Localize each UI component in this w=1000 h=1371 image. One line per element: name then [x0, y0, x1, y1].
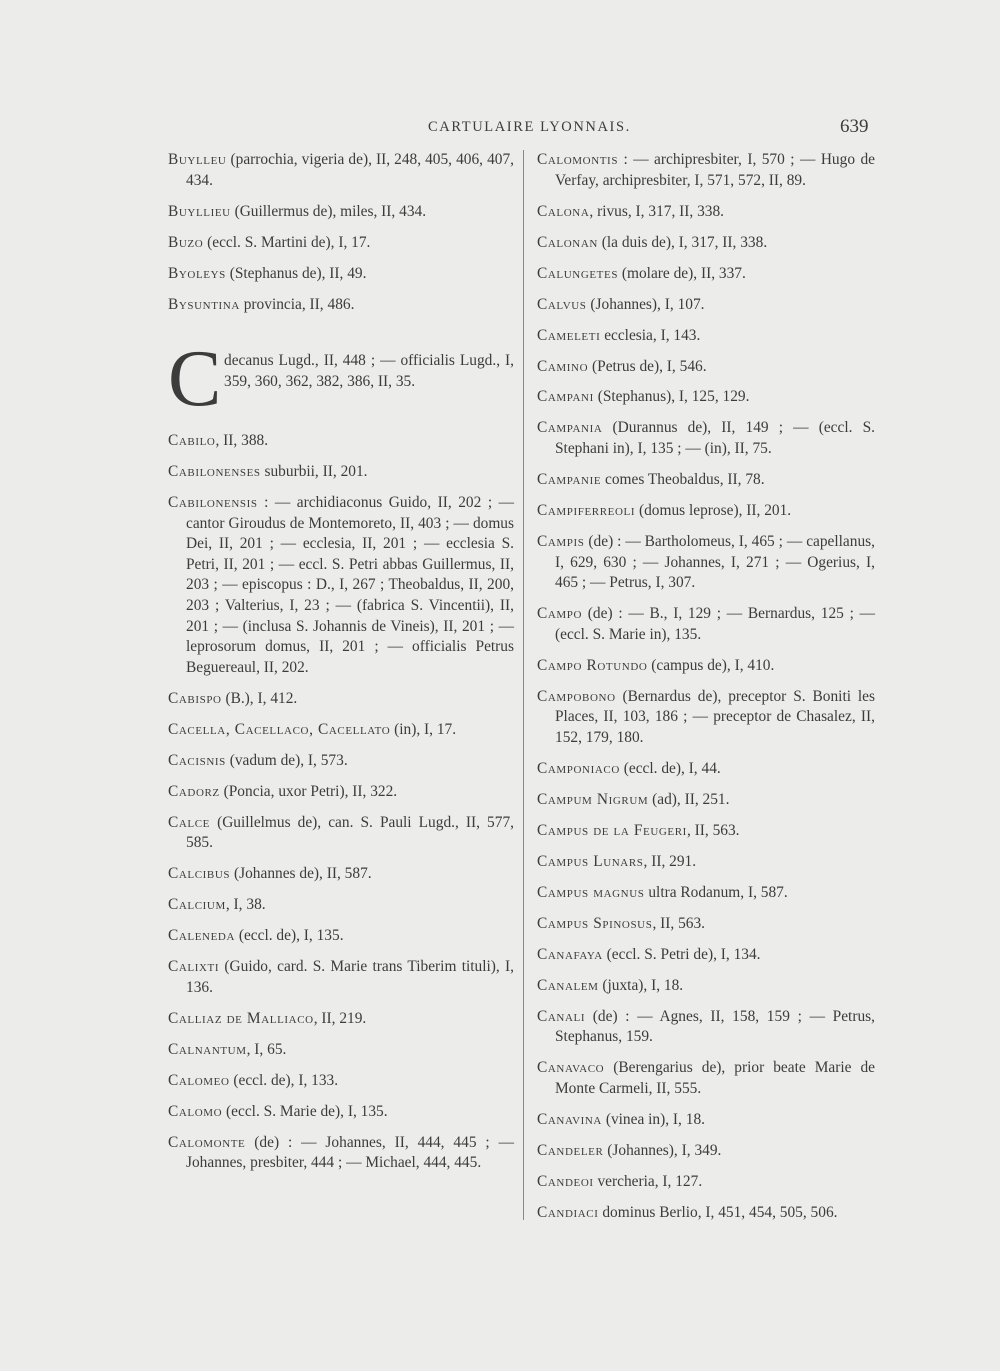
- entry-head: Candeoi: [537, 1172, 594, 1190]
- entry-text: , rivus, I, 317, II, 338.: [589, 202, 725, 220]
- index-entry: [168, 926, 514, 947]
- entry-head: Campus de la Feugeri: [537, 821, 687, 839]
- index-entry: [537, 1110, 875, 1131]
- index-entry: [168, 150, 514, 191]
- index-entry: [537, 202, 875, 223]
- entry-text: (Guillelmus de), can. S. Pauli Lugd., II, 577, 585.: [186, 813, 514, 852]
- index-entry: [168, 1009, 514, 1030]
- entry-text: (domus leprose), II, 201.: [635, 502, 792, 520]
- index-entry: [537, 759, 875, 780]
- entry-text: , II, 388.: [215, 432, 269, 450]
- entry-text: (Berengarius de), prior beate Marie de Monte Carmeli, II, 555.: [555, 1059, 875, 1097]
- entry-text: (Durannus de), II, 149 ; — (eccl. S. Stephani in), I, 135 ; — (in), II, 75.: [555, 419, 875, 458]
- index-entry: [537, 1007, 875, 1048]
- running-title: CARTULAIRE LYONNAIS.: [428, 119, 631, 135]
- entry-head: Cadorz: [168, 782, 220, 800]
- index-entry: [168, 1071, 514, 1092]
- index-entry: [537, 1058, 875, 1099]
- entry-text: (vinea in), I, 18.: [601, 1110, 705, 1128]
- index-entry: [537, 501, 875, 522]
- index-entry: [537, 914, 875, 935]
- index-entry: [168, 1040, 514, 1061]
- index-entry: [168, 493, 514, 678]
- entry-text: (Poncia, uxor Petri), II, 322.: [219, 782, 398, 800]
- entry-text: (in), I, 17.: [390, 720, 457, 738]
- entry-text: : — archipresbiter, I, 570 ; — Hugo de Verfay, archipresbiter, I, 571, 572, II, 89.: [555, 151, 875, 189]
- entry-head: Campanie: [537, 471, 602, 489]
- index-entry: [168, 295, 514, 316]
- left-column: [168, 150, 514, 1184]
- index-entry: [537, 790, 875, 811]
- index-entry: [537, 326, 875, 347]
- entry-head: Byoleys: [168, 264, 226, 282]
- entry-text: (de) : — Bartholomeus, I, 465 ; — capellanus, I, 629, 630 ; — Johannes, I, 271 ; — Ogerius, I, 465 ; — Petrus, I, 307.: [555, 533, 875, 592]
- entry-text: (B.), I, 412.: [221, 689, 298, 707]
- entry-head: Canafaya: [537, 945, 603, 963]
- entry-text: (Petrus de), I, 546.: [588, 357, 707, 375]
- entry-text: , II, 563.: [652, 914, 706, 932]
- index-entry: [537, 295, 875, 316]
- index-entry: [168, 957, 514, 998]
- index-entry: [537, 604, 875, 645]
- dropcap-entry: [168, 335, 514, 424]
- index-entry: [537, 1203, 875, 1224]
- entry-text: (eccl. de), I, 44.: [619, 759, 721, 777]
- index-entry: [168, 689, 514, 710]
- entry-head: Campo Rotundo: [537, 656, 648, 674]
- entry-head: Calixti: [168, 958, 220, 976]
- entry-head: Canalem: [537, 976, 599, 994]
- entry-text: (juxta), I, 18.: [598, 976, 684, 994]
- entry-head: Campus magnus: [537, 883, 645, 901]
- index-entry: [537, 233, 875, 254]
- page-number: 639: [840, 116, 869, 137]
- index-entry: [537, 418, 875, 459]
- index-entry: [168, 1133, 514, 1174]
- index-entry: [168, 720, 514, 741]
- index-entry: [168, 864, 514, 885]
- entry-head: Campo: [537, 605, 583, 623]
- index-entry: [537, 532, 875, 594]
- entry-head: Cabilonenses: [168, 463, 261, 481]
- entry-head: Cacisnis: [168, 751, 226, 769]
- entry-head: Calonan: [537, 233, 598, 251]
- entry-text: (de) : — Johannes, II, 444, 445 ; — Johannes, presbiter, 444 ; — Michael, 444, 445.: [186, 1133, 514, 1172]
- entry-head: Caleneda: [168, 927, 235, 945]
- entry-head: Campus Lunars: [537, 852, 644, 870]
- index-entry: [537, 852, 875, 873]
- entry-head: Cabispo: [168, 689, 222, 707]
- entry-text: (Guillermus de), miles, II, 434.: [230, 202, 427, 220]
- index-entry: [168, 202, 514, 223]
- entry-text: vercheria, I, 127.: [593, 1172, 703, 1190]
- entry-head: Campus Spinosus: [537, 914, 653, 932]
- index-entry: [537, 687, 875, 749]
- entry-head: Calcium: [168, 896, 226, 914]
- entry-head: Candeler: [537, 1141, 604, 1159]
- entry-text: (de) : — B., I, 129 ; — Bernardus, 125 ; — (eccl. S. Marie in), 135.: [555, 605, 875, 643]
- entry-text: (eccl. de), I, 133.: [229, 1071, 339, 1089]
- entry-head: Canavaco: [537, 1059, 605, 1077]
- index-entry: [168, 1102, 514, 1123]
- entry-head: Cameleti: [537, 326, 601, 344]
- entry-text: (Johannes), I, 107.: [586, 295, 705, 313]
- entry-text: (la duis de), I, 317, II, 338.: [597, 233, 768, 251]
- right-column: [537, 150, 875, 1234]
- dropcap-letter: C: [168, 335, 222, 424]
- index-entry: [537, 1172, 875, 1193]
- entry-text: : — archidiaconus Guido, II, 202 ; — cantor Giroudus de Montemoreto, II, 403 ; — domus Dei, II, 201 ; — ecclesia, II, 201 ; — ecclesia S. Petri, II, 201 ; — eccl. S. Petri abbas Guillermus, II, 203 ; — episcopus : D., I, 267 ; Theobaldus, II, 200, 203 ; Valterius, I, 23 ; — (fabrica S. Vincentii), II, 201 ; — (inclusa S. Johannis de Vineis), II, 201 ; — leprosorum domus, II, 201 ; — officialis Petrus Beguereaul, II, 202.: [186, 494, 514, 676]
- entry-text: ecclesia, I, 143.: [600, 326, 701, 344]
- entry-head: Calomo: [168, 1102, 223, 1120]
- entry-text: (eccl. de), I, 135.: [235, 927, 344, 945]
- index-entry: [537, 264, 875, 285]
- index-entry: [168, 462, 514, 483]
- entry-text: suburbii, II, 201.: [260, 463, 368, 481]
- index-entry: [537, 1141, 875, 1162]
- entry-head: Canali: [537, 1007, 586, 1025]
- index-entry: [537, 357, 875, 378]
- entry-head: Cabilonensis: [168, 494, 258, 512]
- entry-text: comes Theobaldus, II, 78.: [601, 471, 765, 489]
- index-entry: [537, 883, 875, 904]
- entry-text: (Stephanus de), II, 49.: [225, 264, 367, 282]
- index-entry: [537, 945, 875, 966]
- entry-text: (Johannes), I, 349.: [603, 1141, 722, 1159]
- entry-text: provincia, II, 486.: [239, 295, 355, 313]
- entry-text: (ad), II, 251.: [648, 790, 730, 808]
- entry-text: , I, 65.: [246, 1040, 287, 1058]
- entry-text: (Stephanus), I, 125, 129.: [593, 388, 750, 406]
- entry-text: (eccl. S. Petri de), I, 134.: [602, 945, 761, 963]
- entry-head: Calomonte: [168, 1133, 246, 1151]
- entry-text: (campus de), I, 410.: [647, 656, 775, 674]
- entry-head: Calomeo: [168, 1071, 230, 1089]
- entry-head: Calcibus: [168, 865, 231, 883]
- entry-text: (molare de), II, 337.: [618, 264, 746, 282]
- entry-head: Campis: [537, 533, 585, 551]
- index-entry: [537, 976, 875, 997]
- index-entry: [168, 782, 514, 803]
- index-entry: [168, 895, 514, 916]
- entry-head: Camino: [537, 357, 589, 375]
- entry-head: Campani: [537, 388, 594, 406]
- column-divider: [523, 150, 524, 1220]
- entry-head: Candiaci: [537, 1203, 599, 1221]
- dropcap-text: decanus Lugd., II, 448 ; — officialis Lugd., I, 359, 360, 362, 382, 386, II, 35.: [224, 352, 514, 390]
- entry-head: Calnantum: [168, 1040, 247, 1058]
- entry-text: (vadum de), I, 573.: [225, 751, 348, 769]
- entry-text: (eccl. S. Martini de), I, 17.: [203, 233, 371, 251]
- entry-head: Canavina: [537, 1110, 602, 1128]
- entry-text: (de) : — Agnes, II, 158, 159 ; — Petrus, Stephanus, 159.: [555, 1007, 875, 1046]
- index-entry: [537, 821, 875, 842]
- entry-text: , II, 219.: [313, 1009, 367, 1027]
- entry-head: Cabilo: [168, 432, 216, 450]
- entry-head: Calungetes: [537, 264, 619, 282]
- page-header: [0, 116, 1000, 140]
- index-entry: [168, 813, 514, 854]
- entry-head: Campiferreoli: [537, 502, 636, 520]
- index-entry: [537, 387, 875, 408]
- entry-head: Calliaz de Malliaco: [168, 1009, 314, 1027]
- entry-head: Campum Nigrum: [537, 790, 649, 808]
- entry-head: Cacella, Cacellaco, Cacellato: [168, 720, 391, 738]
- index-entry: [168, 264, 514, 285]
- entry-head: Buyllieu: [168, 202, 231, 220]
- entry-text: (eccl. S. Marie de), I, 135.: [222, 1102, 388, 1120]
- entry-text: , II, 291.: [643, 852, 697, 870]
- entry-head: Camponiaco: [537, 759, 620, 777]
- index-entry: [537, 656, 875, 677]
- entry-head: Campobono: [537, 687, 616, 705]
- index-entry: [537, 150, 875, 191]
- entry-head: Calomontis: [537, 151, 619, 168]
- entry-head: Campania: [537, 419, 603, 437]
- entry-head: Calce: [168, 813, 210, 831]
- entry-text: (parrochia, vigeria de), II, 248, 405, 406, 407, 434.: [186, 151, 514, 189]
- entry-text: ultra Rodanum, I, 587.: [644, 883, 788, 901]
- index-entry: [168, 233, 514, 254]
- index-entry: [537, 470, 875, 491]
- entry-head: Bysuntina: [168, 295, 240, 313]
- entry-text: dominus Berlio, I, 451, 454, 505, 506.: [598, 1203, 838, 1221]
- entry-head: Calvus: [537, 295, 587, 313]
- entry-head: Calona: [537, 202, 590, 220]
- entry-text: (Guido, card. S. Marie trans Tiberim tituli), I, 136.: [186, 958, 514, 996]
- index-entry: [168, 431, 514, 452]
- entry-text: , II, 563.: [686, 821, 740, 839]
- entry-text: (Johannes de), II, 587.: [230, 865, 372, 883]
- entry-text: , I, 38.: [225, 896, 266, 914]
- entry-text: (Bernardus de), preceptor S. Boniti les Places, II, 103, 186 ; — preceptor de Chasalez, II, 152, 179, 180.: [555, 687, 875, 746]
- entry-head: Buylleu: [168, 151, 227, 168]
- entry-head: Buzo: [168, 233, 204, 251]
- index-entry: [168, 751, 514, 772]
